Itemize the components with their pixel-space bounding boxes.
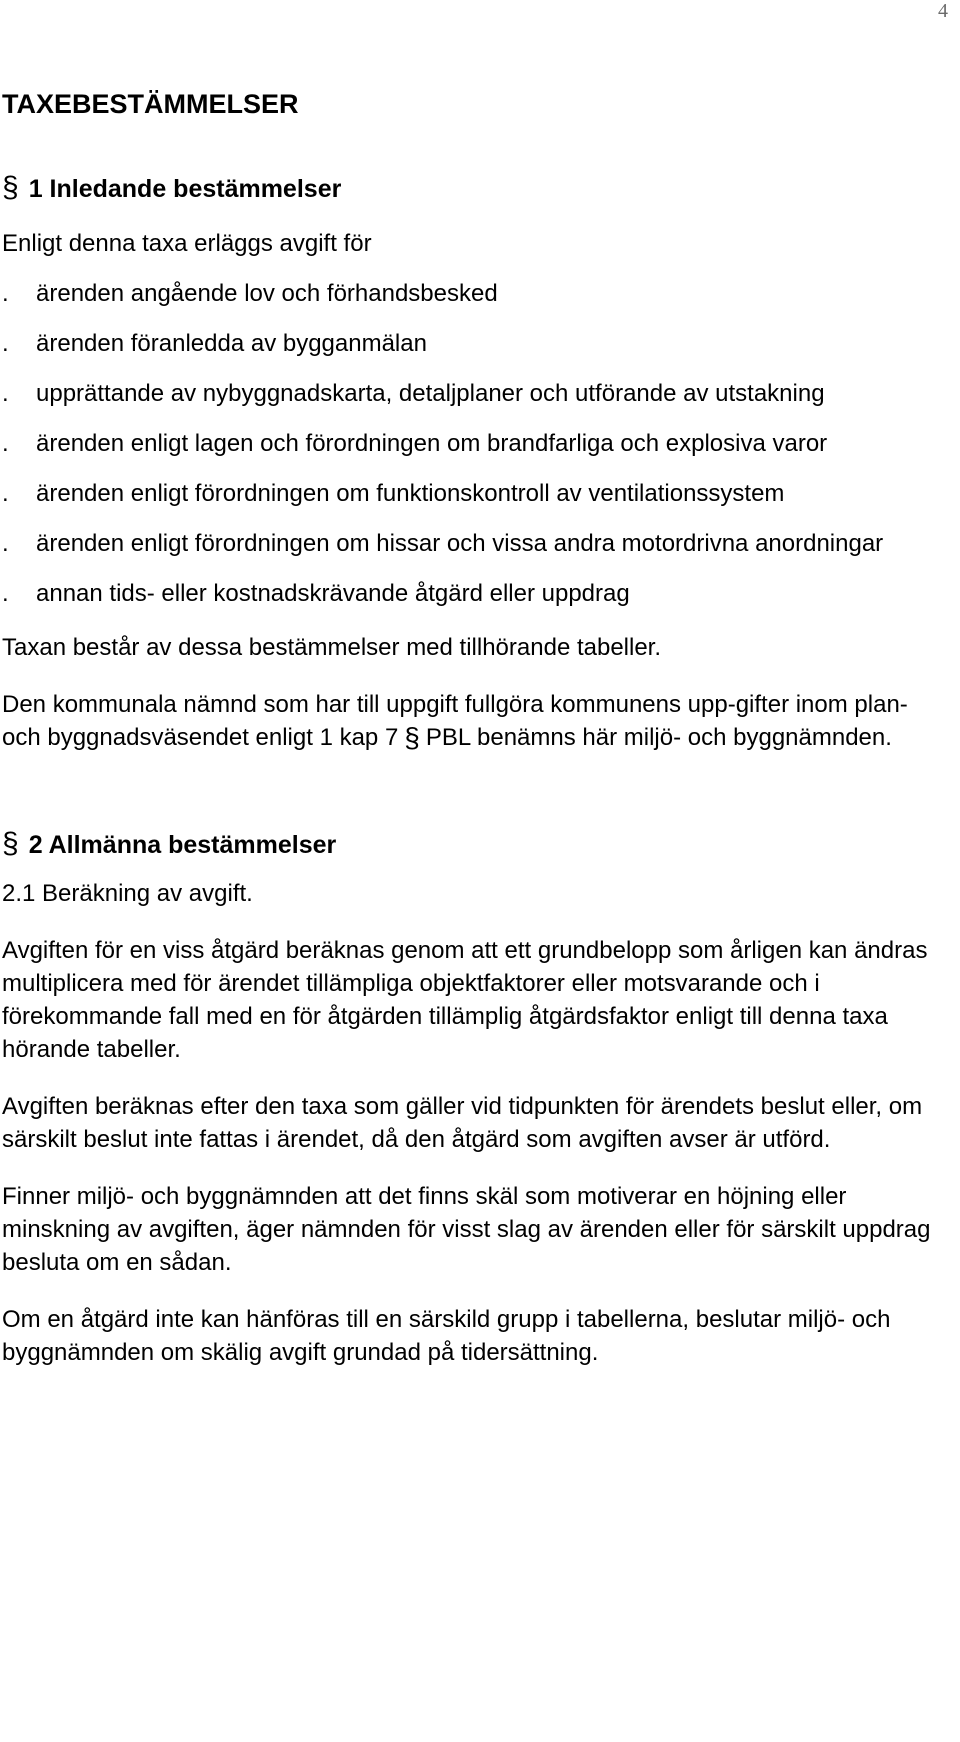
- list-item-text: ärenden föranledda av bygganmälan: [36, 330, 427, 357]
- section-2-heading: [2, 824, 952, 865]
- bullet-marker: .: [2, 480, 9, 507]
- paragraph-tidpunkt: Avgiften beräknas efter den taxa som gäller vid tidpunkten för ärendets beslut eller, om särskilt beslut inte fattas i ärendet, då den åtgärd som avgiften avser är utförd.: [2, 1093, 923, 1153]
- section-2-subheading: 2.1 Beräkning av avgift.: [2, 880, 253, 907]
- document-body: [2, 84, 952, 1369]
- namnd-paragraph-text-before: Den kommunala nämnd som har till uppgift fullgöra kommunens upp-gifter inom plan- och byggnadsväsendet enligt 1 kap 7: [2, 691, 908, 751]
- section-2-heading-text: 2 Allmänna bestämmelser: [28, 831, 337, 859]
- section-symbol: §: [2, 171, 19, 204]
- fee-items-list: [2, 269, 952, 619]
- bullet-marker: .: [2, 580, 9, 607]
- section-symbol: §: [2, 827, 19, 860]
- section-1-heading-text: 1 Inledande bestämmelser: [28, 175, 342, 203]
- document-title: TAXEBESTÄMMELSER: [2, 89, 299, 119]
- list-item: [2, 569, 952, 619]
- list-item-text: annan tids- eller kostnadskrävande åtgärd eller uppdrag: [36, 580, 630, 607]
- list-item: [2, 369, 952, 419]
- list-item-text: ärenden enligt förordningen om funktionskontroll av ventilationssystem: [36, 480, 785, 507]
- page-number: 4: [938, 0, 948, 22]
- paragraph-berakning: Avgiften för en viss åtgärd beräknas genom att ett grundbelopp som årligen kan ändras multiplicera med för ärendet tillämpliga objektfaktorer eller motsvarande och i förekommande fall med en för åtgärden tillämplig åtgärdsfaktor enligt till denna taxa hörande tabeller.: [2, 937, 928, 1063]
- list-item-text: ärenden angående lov och förhandsbesked: [36, 280, 498, 307]
- bullet-marker: .: [2, 380, 9, 407]
- list-item: [2, 469, 952, 519]
- bullet-marker: .: [2, 280, 9, 307]
- list-item: [2, 269, 952, 319]
- list-item-text: upprättande av nybyggnadskarta, detaljplaner och utförande av utstakning: [36, 380, 825, 407]
- namnd-paragraph-text-after: PBL benämns här miljö- och byggnämnden.: [425, 724, 892, 751]
- taxa-paragraph: Taxan består av dessa bestämmelser med tillhörande tabeller.: [2, 634, 662, 661]
- section-1-intro: Enligt denna taxa erläggs avgift för: [2, 230, 372, 257]
- section-1-heading: [2, 168, 952, 209]
- bullet-marker: .: [2, 530, 9, 557]
- list-item-text: ärenden enligt lagen och förordningen om brandfarliga och explosiva varor: [36, 430, 828, 457]
- paragraph-justering: Finner miljö- och byggnämnden att det finns skäl som motiverar en höjning eller minskning av avgiften, äger nämnden för visst slag av ärenden eller för särskilt uppdrag besluta om en sådan.: [2, 1183, 931, 1276]
- list-item: [2, 319, 952, 369]
- bullet-marker: .: [2, 330, 9, 357]
- bullet-marker: .: [2, 430, 9, 457]
- paragraph-tidersattning: Om en åtgärd inte kan hänföras till en särskild grupp i tabellerna, beslutar miljö- och byggnämnden om skälig avgift grundad på tidersättning.: [2, 1306, 891, 1366]
- paragraph-symbol: §: [404, 722, 420, 753]
- list-item-text: ärenden enligt förordningen om hissar och vissa andra motordrivna anordningar: [36, 530, 884, 557]
- namnd-paragraph: [2, 688, 952, 754]
- list-item: [2, 419, 952, 469]
- list-item: [2, 519, 952, 569]
